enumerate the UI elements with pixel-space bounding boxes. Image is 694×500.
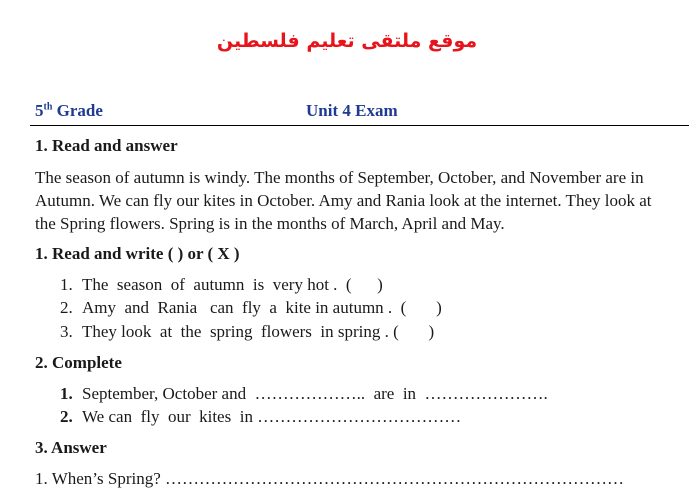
section-read-answer-heading: 1. Read and answer (35, 136, 178, 155)
true-false-item (60, 298, 442, 318)
grade-ordinal-suffix: th (43, 101, 53, 113)
site-title: موقع ملتقى تعليم فلسطين (216, 30, 478, 52)
grade-number: 5 (35, 101, 44, 120)
complete-item (60, 407, 461, 427)
grade-label (35, 101, 103, 121)
item-text: We can fly our kites in ……………………………… (82, 407, 462, 426)
true-false-item (60, 322, 434, 342)
item-text: The season of autumn is very hot . ( ) (82, 275, 383, 294)
section-answer-heading: 3. Answer (35, 438, 107, 457)
reading-passage: The season of autumn is windy. The months of September, October, and November are in Autumn. We can fly our kites in October. Amy and Rania look at the internet. They look at the Spring flowers. Spring is in the months of March, April and May. (35, 168, 652, 233)
item-text: September, October and ……………….. are in …………………. (82, 384, 548, 403)
item-number: 1. (60, 275, 73, 294)
item-text: Amy and Rania can fly a kite in autumn . ( ) (82, 298, 442, 317)
unit-label: Unit 4 Exam (306, 101, 398, 120)
item-number: 2. (60, 407, 73, 426)
item-number: 2. (60, 298, 73, 317)
item-text: They look at the spring flowers in spring . ( ) (82, 322, 435, 341)
answer-question: 1. When’s Spring? ……………………………………………………………………… (35, 469, 625, 488)
complete-item (60, 384, 548, 404)
section-complete-heading: 2. Complete (35, 353, 122, 372)
true-false-item (60, 275, 383, 295)
item-number: 1. (60, 384, 73, 403)
grade-word: Grade (56, 101, 103, 120)
item-number: 3. (60, 322, 73, 341)
header-divider (30, 125, 689, 126)
section-true-false-heading: 1. Read and write ( ) or ( X ) (35, 244, 240, 263)
